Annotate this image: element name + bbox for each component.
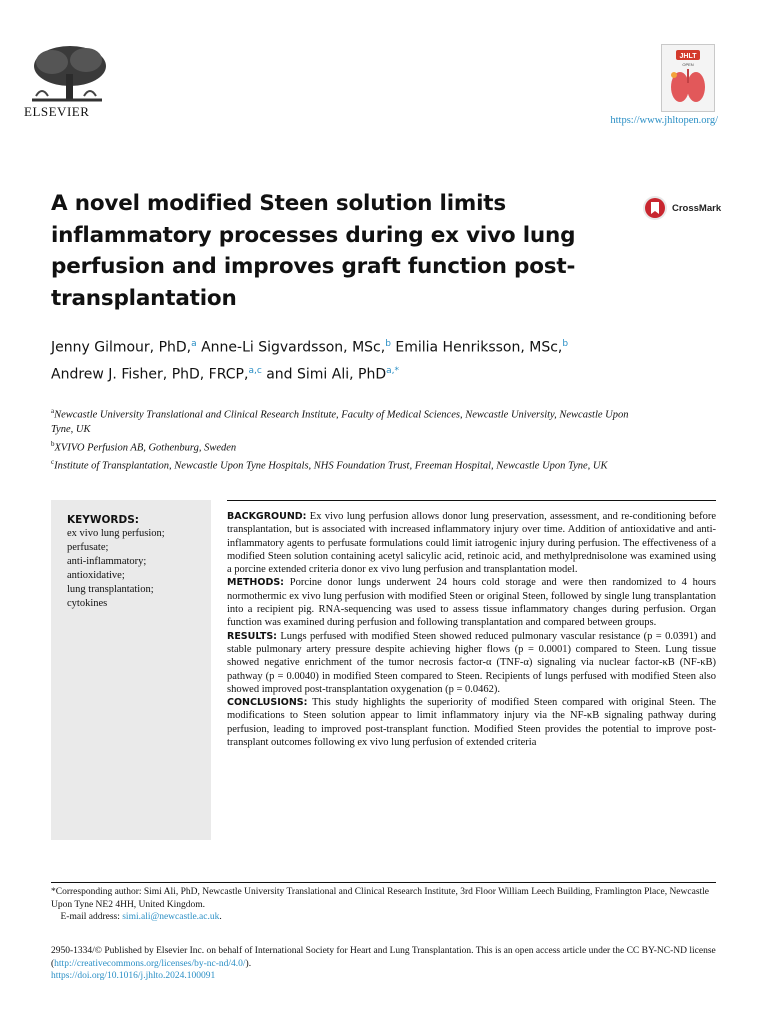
abstract-section-heading: RESULTS: bbox=[227, 630, 277, 642]
affiliation-text: Newcastle University Translational and Clinical Research Institute, Faculty of Medical Sciences, Newcastle University, Newcastle Upon Tyne, UK bbox=[51, 409, 629, 435]
copyright-text: 2950-1334/© Published by Elsevier Inc. on behalf of International Society for Heart and Lung Transplantation. This is an open access article under the CC BY-NC-ND license ( bbox=[51, 946, 716, 969]
affiliation-mark: c bbox=[51, 458, 55, 466]
keyword-list bbox=[67, 527, 165, 611]
copyright-text-end: ). bbox=[245, 958, 252, 969]
author-connector: and bbox=[261, 366, 298, 383]
affiliation-item bbox=[51, 404, 651, 437]
author-affiliation-mark[interactable]: a,c bbox=[248, 365, 262, 376]
abstract-section-heading: CONCLUSIONS: bbox=[227, 697, 308, 709]
abstract bbox=[227, 500, 716, 749]
crossmark-icon bbox=[642, 195, 668, 221]
author-name: Simi Ali, PhD bbox=[297, 366, 387, 383]
author-name: Anne-Li Sigvardsson, MSc, bbox=[196, 339, 386, 356]
doi-line bbox=[51, 970, 716, 983]
author-name: Andrew J. Fisher, PhD, FRCP, bbox=[51, 366, 249, 383]
abstract-section-text: This study highlights the superiority of modified Steen compared with original Steen. The modifications to Steen solution appear to limit inflammatory injury via the NF-κB signaling pathway during perfusion, leading to improved post-transplant function. Modified Steen provides the potential to improve post-transplant outcomes following ex vivo lung perfusion of extended criteria bbox=[227, 697, 716, 749]
journal-cover-image[interactable] bbox=[661, 44, 715, 112]
affiliation-text: Institute of Transplantation, Newcastle Upon Tyne Hospitals, NHS Foundation Trust, Freeman Hospital, Newcastle Upon Tyne, UK bbox=[54, 460, 608, 472]
cover-subtitle-text: OPEN bbox=[682, 62, 694, 67]
article-title: A novel modified Steen solution limits inflammatory processes during ex vivo lung perfusion and improves graft function post-transplantation bbox=[51, 191, 576, 311]
abstract-section-text: Porcine donor lungs underwent 24 hours cold storage and were then randomized to 4 hours normothermic ex vivo lung perfusion with modified Steen or original Steen, followed by single lung transplantation into a recipient pig. RNA-sequencing was used to assess tissue inflammatory changes during perfusion. Organ function was examined during perfusion and following transplantation and compared between groups. bbox=[227, 577, 716, 629]
cover-title-text: JHLT bbox=[679, 53, 697, 60]
abstract-methods bbox=[227, 576, 716, 629]
crossmark-label: CrossMark bbox=[672, 202, 722, 214]
abstract-section-text: Ex vivo lung perfusion allows donor lung preservation, assessment, and re-conditioning before transplantation, but is associated with increased inflammatory injury over time. Addition of antioxidative and anti-inflammatory agents to perfusate formulations could limit iatrogenic injury during perfusion. The effectiveness of a modified Steen solution containing acetyl salicylic acid, retinoic acid, and methylprednisolone was examined using a porcine extended criteria donor ex vivo lung perfusion and transplantation model. bbox=[227, 511, 716, 576]
affiliation-item bbox=[51, 437, 651, 456]
affiliation-mark: a bbox=[51, 407, 55, 415]
abstract-section-heading: METHODS: bbox=[227, 577, 284, 589]
abstract-background bbox=[227, 510, 716, 576]
doi-link[interactable]: https://doi.org/10.1016/j.jhlto.2024.100091 bbox=[51, 971, 216, 981]
publisher-name: ELSEVIER bbox=[24, 104, 90, 119]
author-name: Emilia Henriksson, MSc, bbox=[390, 339, 563, 356]
footnote-divider bbox=[51, 882, 716, 883]
license-link[interactable]: http://creativecommons.org/licenses/by-nc-nd/4.0/ bbox=[54, 958, 246, 969]
copyright-notice bbox=[51, 945, 716, 983]
email-end: . bbox=[219, 912, 222, 922]
author-affiliation-mark[interactable]: a bbox=[191, 339, 197, 349]
keywords-box bbox=[51, 500, 211, 840]
author-list bbox=[51, 333, 691, 386]
license-line bbox=[51, 945, 716, 970]
publisher-logo bbox=[22, 44, 118, 118]
email-line bbox=[51, 911, 716, 924]
keywords-heading: KEYWORDS: bbox=[67, 514, 139, 526]
author-affiliation-mark[interactable]: a,* bbox=[386, 365, 400, 376]
keyword-item: antioxidative; bbox=[67, 570, 125, 581]
affiliation-item bbox=[51, 455, 651, 474]
corresponding-author-text: *Corresponding author: Simi Ali, PhD, Newcastle University Translational and Clinical Research Institute, 3rd Floor William Leech Building, Framlington Place, Newcastle Upon Tyne NE2 4HH, United Kingdom. bbox=[51, 887, 710, 910]
affiliation-mark: b bbox=[51, 439, 55, 448]
keyword-item: lung transplantation; bbox=[67, 584, 154, 595]
keyword-item: cytokines bbox=[67, 598, 108, 609]
email-label: E-mail address: bbox=[60, 912, 123, 922]
abstract-section-heading: BACKGROUND: bbox=[227, 511, 307, 522]
author-name: Jenny Gilmour, PhD, bbox=[51, 339, 192, 356]
lung-cover-icon bbox=[662, 45, 714, 111]
keyword-item: anti-inflammatory; bbox=[67, 556, 147, 567]
affiliations bbox=[51, 404, 651, 474]
abstract-conclusions bbox=[227, 696, 716, 749]
affiliation-text: XVIVO Perfusion AB, Gothenburg, Sweden bbox=[54, 442, 237, 453]
keyword-item: ex vivo lung perfusion; bbox=[67, 528, 165, 539]
email-link[interactable]: simi.ali@newcastle.ac.uk bbox=[122, 912, 220, 922]
author-affiliation-mark[interactable]: b bbox=[385, 339, 391, 349]
author-affiliation-mark[interactable]: b bbox=[562, 339, 569, 349]
crossmark-button[interactable] bbox=[642, 193, 732, 223]
abstract-results bbox=[227, 630, 716, 696]
elsevier-tree-icon bbox=[22, 44, 112, 106]
journal-url-link[interactable]: https://www.jhltopen.org/ bbox=[610, 115, 718, 126]
corresponding-author-footnote bbox=[51, 886, 716, 924]
keyword-item: perfusate; bbox=[67, 542, 109, 553]
abstract-section-text: Lungs perfused with modified Steen showed reduced pulmonary vascular resistance (p = 0.0391) and stable pulmonary artery pressure despite achieving higher flows (p = 0.0001) compared to Steen. Lung tissue showed negative enrichment of the tumor necrosis factor-α (TNF-α) signaling via nuclear factor-κB (NF-κB) pathway (p = 0.0040) in modified Steen compared to Steen. Recipients of lungs perfused with modified Steen also showed improved post-transplantation oxygenation (p = 0.0462). bbox=[227, 630, 716, 695]
